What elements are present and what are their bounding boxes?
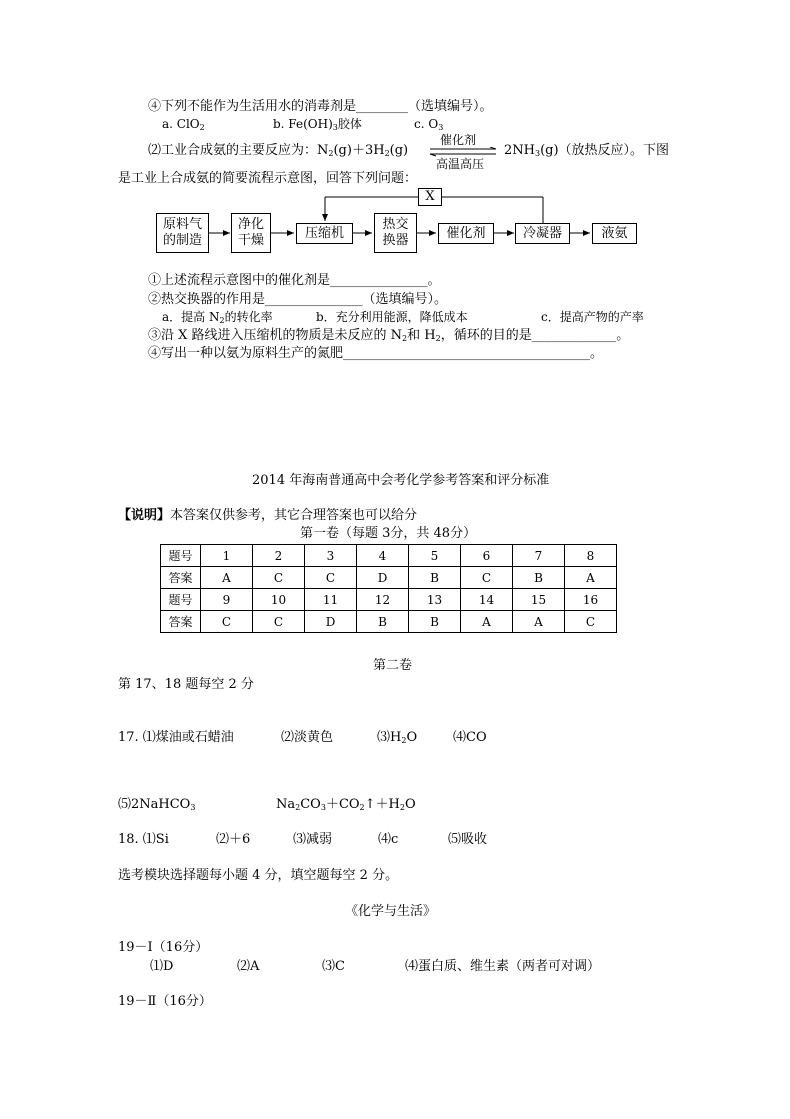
subq-2: ②热交换器的作用是_______________（选填编号）。 <box>148 292 448 307</box>
table-row-head: 题号 <box>161 589 201 611</box>
subq-2-option-a <box>162 311 273 323</box>
answer-17-5 <box>118 798 195 811</box>
answer-17-3-tail: O <box>406 730 418 745</box>
answer-19-1-heading: 19－Ⅰ（16分） <box>118 940 209 955</box>
table-cell: 5 <box>409 545 461 567</box>
scoring-rule-17-18: 第 17、18 题每空 2 分 <box>118 677 254 692</box>
eq-mid2: (g) <box>389 143 409 158</box>
eq-mid: (g)＋3H <box>333 143 385 158</box>
table-cell: 6 <box>461 545 513 567</box>
volume-2-heading: 第二卷 <box>373 658 413 673</box>
p5: O <box>404 797 416 812</box>
answer-table <box>160 544 617 633</box>
answer-17-2: ⑵淡黄色 <box>281 730 334 745</box>
flow-step-catalyst: 催化剂 <box>438 223 494 244</box>
eq-sub-h2: 2 <box>384 149 390 158</box>
condition-high-temp-pressure: 高温高压 <box>436 157 485 171</box>
table-cell: B <box>409 611 461 633</box>
subq-2-a-text: a．提高 N <box>162 310 220 324</box>
table-cell: D <box>357 567 409 589</box>
q4-option-a-text: a. ClO <box>162 117 200 131</box>
subq-3-tail: ，循环的目的是_____________。 <box>440 328 630 343</box>
flow-step-compressor: 压缩机 <box>296 223 353 244</box>
q4-option-c-text: c. O <box>414 117 439 131</box>
p1: Na <box>276 797 296 812</box>
answer-19-2-heading: 19－Ⅱ（16分） <box>118 994 212 1009</box>
table-row-head: 题号 <box>161 545 201 567</box>
subq-2-option-c: c．提高产物的产率 <box>541 310 644 324</box>
table-cell: 10 <box>253 589 305 611</box>
subq-2-a-sub: 2 <box>219 316 225 325</box>
table-cell: B <box>409 567 461 589</box>
answer-18-4: ⑷c <box>378 832 399 847</box>
answer-19-1-1: ⑴D <box>150 959 174 974</box>
table-row-head: 答案 <box>161 611 201 633</box>
flow-step-purify-dry-line2: 干燥 <box>237 233 264 248</box>
answers-note-bracket: 【说明】 <box>118 508 171 523</box>
q4-option-b-sub: 3 <box>332 123 338 132</box>
table-row-head: 答案 <box>161 567 201 589</box>
table-cell: 2 <box>253 545 305 567</box>
p4: ↑＋H <box>364 797 400 812</box>
table-cell: A <box>513 611 565 633</box>
answer-18-1: 18. ⑴Si <box>118 832 169 847</box>
answer-17-5-sub: 3 <box>190 803 196 812</box>
scoring-rule-electives: 选考模块选择题每小题 4 分，填空题每空 2 分。 <box>118 868 399 883</box>
recycle-x-box: X <box>418 188 442 206</box>
table-cell: A <box>461 611 513 633</box>
flow-step-heat-exchanger-line1: 热交 <box>382 217 409 232</box>
answer-17-4: ⑷CO <box>453 730 487 745</box>
eq-prod: 2NH <box>504 143 535 158</box>
p3-sub: 2 <box>359 803 365 812</box>
table-cell: B <box>513 567 565 589</box>
answer-18-5: ⑸吸收 <box>448 832 488 847</box>
table-cell: 15 <box>513 589 565 611</box>
table-cell: A <box>201 567 253 589</box>
table-cell: 4 <box>357 545 409 567</box>
table-row <box>161 611 617 633</box>
table-cell: C <box>253 611 305 633</box>
answer-19-1-2: ⑵A <box>237 959 260 974</box>
table-cell: 3 <box>305 545 357 567</box>
table-cell: C <box>565 611 617 633</box>
flow-step-condenser: 冷凝器 <box>515 223 570 244</box>
q4-option-c-sub: 3 <box>438 123 444 132</box>
flow-step-feed-gas <box>156 213 209 253</box>
subq-3 <box>148 329 629 342</box>
answer-18-2: ⑵＋6 <box>216 832 251 847</box>
table-cell: 1 <box>201 545 253 567</box>
volume-1-heading: 第一卷（每题 3分，共 48分） <box>300 526 477 541</box>
answer-19-1-3: ⑶C <box>322 959 345 974</box>
subq-3-mid: 和 H <box>407 328 436 343</box>
answer-17-3 <box>377 731 417 744</box>
p2-sub: 3 <box>320 803 326 812</box>
table-row <box>161 545 617 567</box>
p3: ＋CO <box>325 797 360 812</box>
table-cell: 8 <box>565 545 617 567</box>
flowchart-intro: 是工业上合成氨的简要流程示意图，回答下列问题： <box>118 171 418 186</box>
eq-intro: ⑵工业合成氨的主要反应为：N <box>148 143 329 158</box>
table-row <box>161 567 617 589</box>
flow-step-liquid-ammonia: 液氨 <box>592 223 637 244</box>
table-cell: 11 <box>305 589 357 611</box>
table-cell: C <box>201 611 253 633</box>
table-row <box>161 589 617 611</box>
table-cell: C <box>461 567 513 589</box>
table-cell: C <box>305 567 357 589</box>
condition-catalyst: 催化剂 <box>440 133 477 147</box>
table-cell: 12 <box>357 589 409 611</box>
module-title: 《化学与生活》 <box>345 904 437 919</box>
flow-step-feed-gas-line1: 原料气 <box>162 217 202 232</box>
eq-tail: (g)（放热反应）。下图 <box>540 143 670 158</box>
eq-sub-n2: 2 <box>328 149 334 158</box>
table-cell: D <box>305 611 357 633</box>
flow-step-heat-exchanger <box>374 213 417 253</box>
subq-2-option-b: b．充分利用能源，降低成本 <box>316 310 468 324</box>
table-cell: 9 <box>201 589 253 611</box>
answer-17-3-text: ⑶H <box>377 730 402 745</box>
answers-note <box>118 509 417 522</box>
table-cell: B <box>357 611 409 633</box>
answers-title: 2014 年海南普通高中会考化学参考答案和评分标准 <box>252 473 550 488</box>
flow-step-heat-exchanger-line2: 换器 <box>382 233 409 248</box>
table-cell: A <box>565 567 617 589</box>
table-cell: 14 <box>461 589 513 611</box>
answer-17-5-text: ⑸2NaHCO <box>118 797 191 812</box>
subq-3-sub2: 2 <box>435 334 441 343</box>
answer-18-3: ⑶减弱 <box>293 832 333 847</box>
flow-step-feed-gas-line2: 的制造 <box>162 233 202 248</box>
q4-disinfectant-question: ④下列不能作为生活用水的消毒剂是________（选填编号）。 <box>148 99 493 114</box>
q4-option-a-sub: 2 <box>199 123 205 132</box>
eq-sub-nh3: 3 <box>534 149 541 158</box>
p1-sub: 2 <box>295 803 301 812</box>
subq-1: ①上述流程示意图中的催化剂是_______________。 <box>148 273 441 288</box>
q4-option-b-tail: 胶体 <box>337 117 362 131</box>
subq-3-sub1: 2 <box>402 334 408 343</box>
flow-step-purify-dry-line1: 净化 <box>237 217 264 232</box>
answer-17-1: 17. ⑴煤油或石蜡油 <box>118 730 234 745</box>
answers-note-text: 本答案仅供参考，其它合理答案也可以给分 <box>170 508 418 523</box>
table-cell: 7 <box>513 545 565 567</box>
subq-3-head: ③沿 X 路线进入压缩机的物质是未反应的 N <box>148 328 403 343</box>
table-cell: C <box>253 567 305 589</box>
answer-19-1-4: ⑷蛋白质、维生素（两者可对调） <box>405 959 601 974</box>
p4-sub: 2 <box>399 803 405 812</box>
table-cell: 13 <box>409 589 461 611</box>
q4-option-b-text: b. Fe(OH) <box>273 117 333 131</box>
answer-17-5-products <box>276 798 416 811</box>
p2: CO <box>300 797 321 812</box>
flow-step-purify-dry <box>231 213 271 253</box>
table-cell: 16 <box>565 589 617 611</box>
subq-4: ④写出一种以氨为原料生产的氮肥______________________________________。 <box>148 346 604 361</box>
subq-2-a-tail: 的转化率 <box>224 310 273 324</box>
answer-17-3-sub: 2 <box>401 736 407 745</box>
